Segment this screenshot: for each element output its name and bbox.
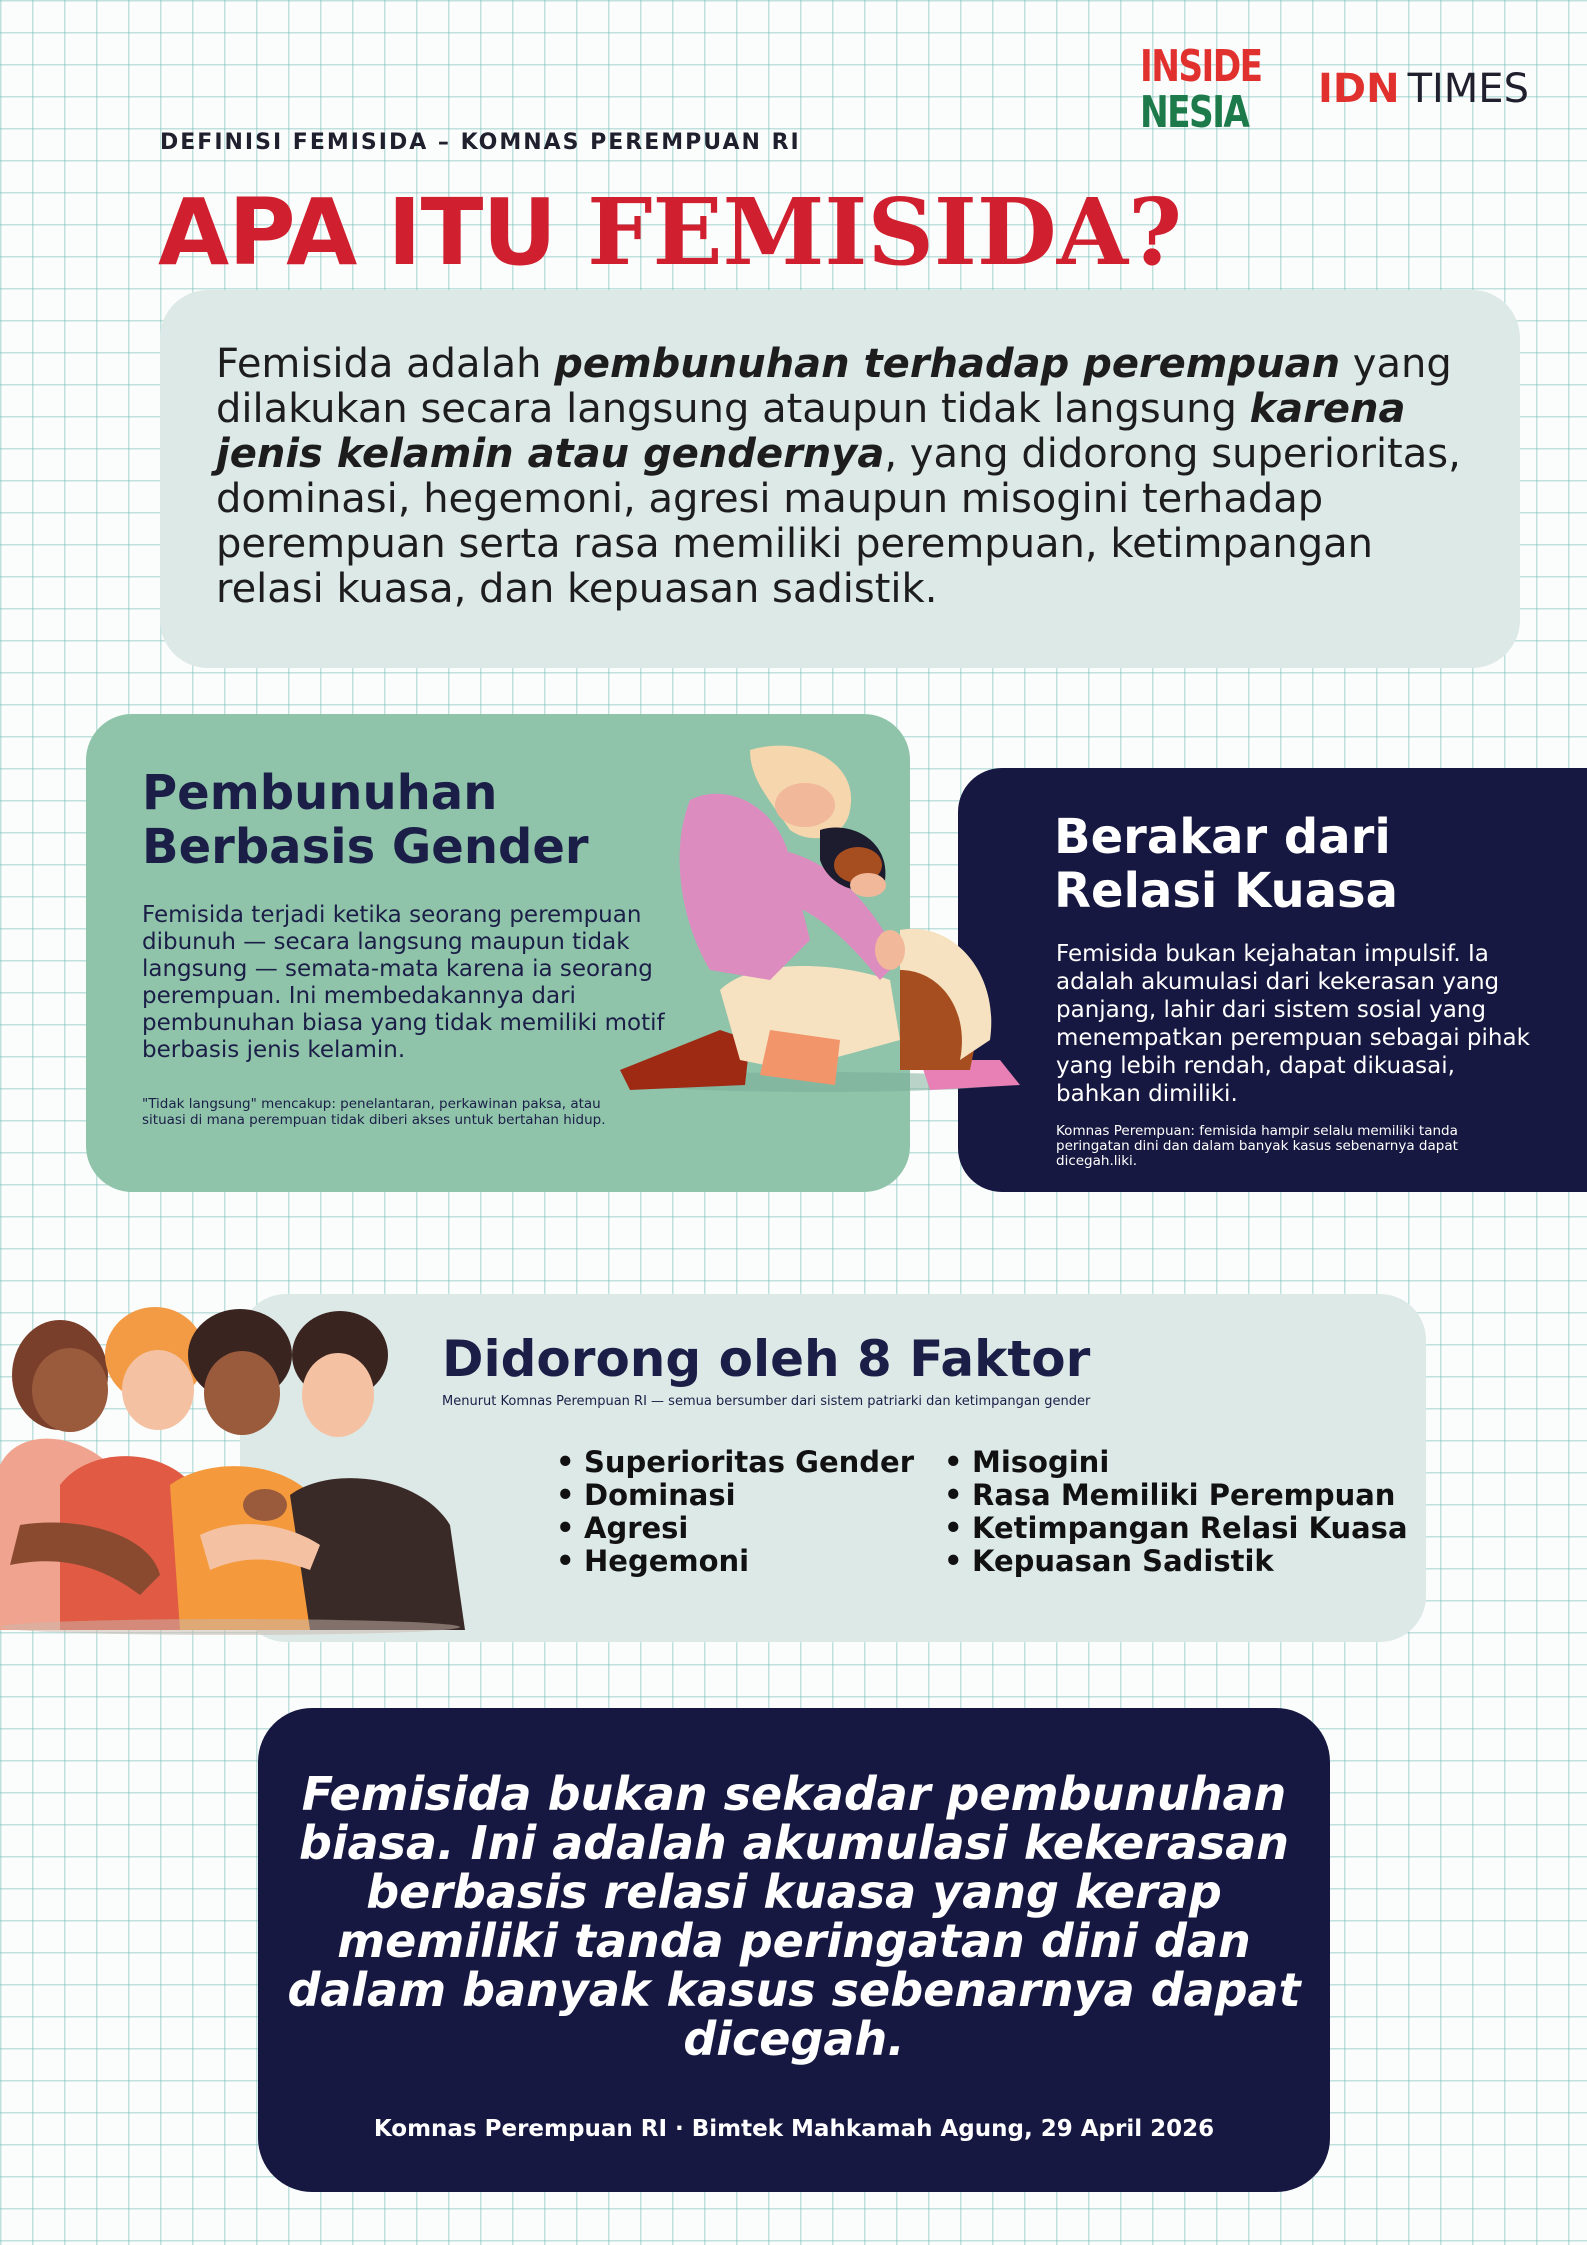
- title-part1: APA ITU: [158, 179, 588, 286]
- factor-item: • Ketimpangan Relasi Kuasa: [944, 1512, 1408, 1545]
- factor-item: • Kepuasan Sadistik: [944, 1545, 1408, 1578]
- gender-card-title: Pembunuhan Berbasis Gender: [142, 765, 589, 875]
- definition-part: yang dilakukan secara langsung ataupun tidak langsung: [216, 341, 1452, 432]
- quote-text: Femisida bukan sekadar pembunuhan biasa. Ini adalah akumulasi kekerasan berbasis relasi kuasa yang kerap memiliki tanda peringatan dini dan dalam banyak kasus sebenarnya dapat dicegah.: [287, 1767, 1301, 2066]
- definition-part: Femisida adalah: [216, 341, 555, 387]
- factor-item: • Superioritas Gender: [556, 1446, 914, 1479]
- definition-part: , yang didorong superioritas, dominasi, hegemoni, agresi maupun misogini terhadap perempuan serta rasa memiliki perempuan, ketimpangan relasi kuasa, dan kepuasan sadistik.: [216, 431, 1461, 612]
- factors-list-right: [944, 1446, 1408, 1578]
- definition-bold: karena jenis kelamin atau gendernya: [216, 386, 1406, 477]
- logo-idn-text: IDN: [1318, 66, 1400, 112]
- hugging-women-illustration: [600, 740, 1040, 1100]
- kicker-label: DEFINISI FEMISIDA – KOMNAS PEREMPUAN RI: [160, 130, 801, 155]
- factor-item: • Hegemoni: [556, 1545, 914, 1578]
- title-part2: FEMISIDA?: [587, 178, 1182, 286]
- page-title: [158, 178, 1182, 286]
- factor-item: • Misogini: [944, 1446, 1408, 1479]
- factors-title: Didorong oleh 8 Faktor: [442, 1330, 1091, 1388]
- quote-source: Komnas Perempuan RI · Bimtek Mahkamah Agung, 29 April 2026: [373, 2116, 1215, 2142]
- logo-inside-text: INSIDE: [1140, 41, 1262, 92]
- insidenesia-logo: [1140, 41, 1280, 138]
- group-hug-illustration: [0, 1295, 470, 1635]
- power-card-note: Komnas Perempuan: femisida hampir selalu memiliki tanda peringatan dini dan dalam banyak kasus sebenarnya dapat dicegah.liki.: [1056, 1123, 1458, 1169]
- factors-subtitle: Menurut Komnas Perempuan RI — semua bersumber dari sistem patriarki dan ketimpangan gender: [442, 1394, 1091, 1409]
- definition-bold: pembunuhan terhadap perempuan: [554, 341, 1341, 387]
- factor-item: • Dominasi: [556, 1479, 914, 1512]
- factor-item: • Agresi: [556, 1512, 914, 1545]
- power-card-title: Berakar dari Relasi Kuasa: [1054, 809, 1398, 919]
- power-card-body: Femisida bukan kejahatan impulsif. Ia adalah akumulasi dari kekerasan yang panjang, lahir dari sistem sosial yang menempatkan perempuan sebagai pihak yang lebih rendah, dapat dikuasai, bahkan dimiliki.: [1056, 941, 1530, 1107]
- gender-card-body: Femisida terjadi ketika seorang perempuan dibunuh — secara langsung maupun tidak langsung — semata-mata karena ia seorang perempuan. Ini membedakannya dari pembunuhan biasa yang tidak memiliki motif berbasis jenis kelamin.: [142, 902, 665, 1063]
- logo-nesia-text: NESIA: [1140, 87, 1249, 138]
- definition-text: [216, 342, 1476, 612]
- factors-list-left: [556, 1446, 914, 1578]
- idn-times-logo: [1318, 66, 1529, 112]
- logo-times-text: TIMES: [1407, 66, 1529, 112]
- gender-card-note: "Tidak langsung" mencakup: penelantaran, perkawinan paksa, atau situasi di mana perempuan tidak diberi akses untuk bertahan hidup.: [142, 1096, 606, 1128]
- factor-item: • Rasa Memiliki Perempuan: [944, 1479, 1408, 1512]
